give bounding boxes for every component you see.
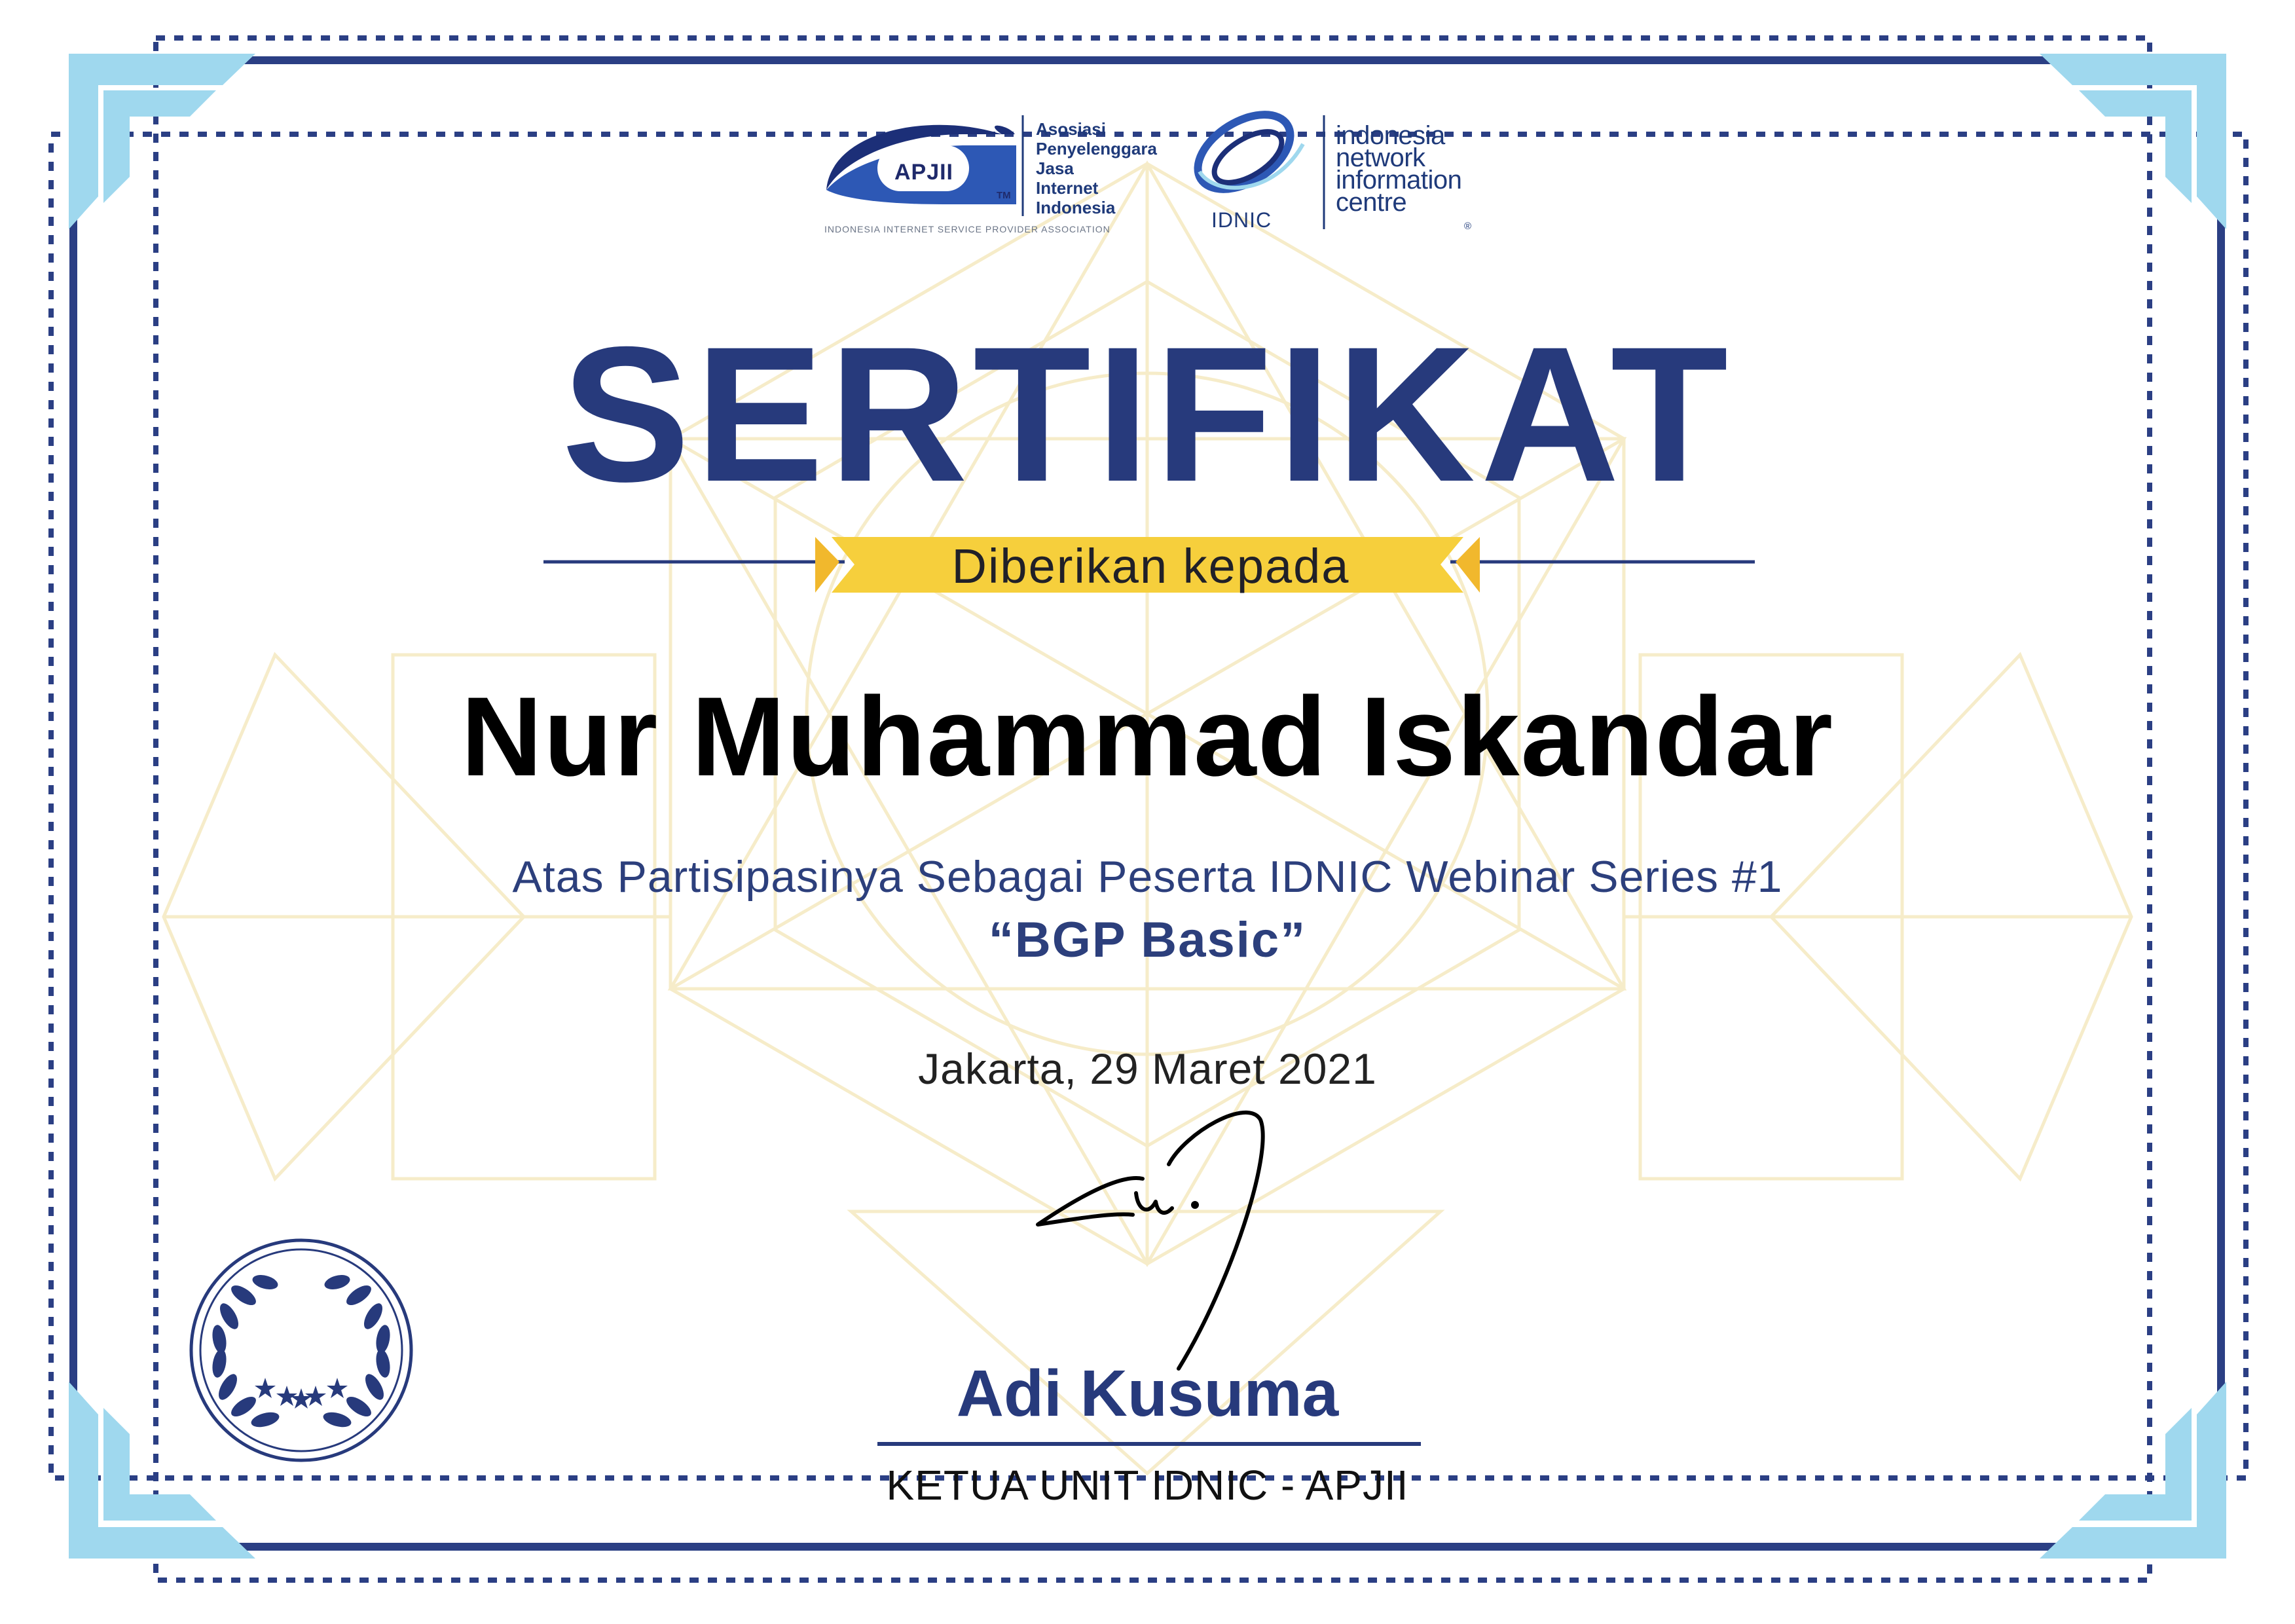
place-date: Jakarta, 29 Maret 2021	[918, 1044, 1377, 1093]
idnic-name-line: information	[1336, 166, 1462, 194]
apjii-name-line: Internet	[1036, 178, 1099, 198]
apjii-association-text: INDONESIA INTERNET SERVICE PROVIDER ASSOCIATION	[824, 224, 1111, 234]
apjii-name-line: Penyelenggara	[1036, 139, 1157, 158]
idnic-full-name	[1336, 121, 1506, 217]
apjii-name-line: Indonesia	[1036, 198, 1116, 217]
signer-role: KETUA UNIT IDNIC - APJII	[886, 1462, 1409, 1509]
apjii-name-line: Asosiasi	[1036, 119, 1106, 139]
idnic-name-line: network	[1336, 143, 1425, 172]
idnic-name-line: indonesia	[1336, 121, 1445, 150]
apjii-trademark: TM	[997, 190, 1011, 201]
participation-reason: Atas Partisipasinya Sebagai Peserta IDNIC Webinar Series #1	[512, 852, 1783, 902]
webinar-topic: “BGP Basic”	[988, 912, 1307, 968]
apjii-name-line: Jasa	[1036, 158, 1074, 178]
signature	[1038, 1113, 1263, 1369]
registered-mark: ®	[1464, 221, 1472, 232]
signer-name: Adi Kusuma	[956, 1357, 1339, 1430]
apjii-logo-label: APJII	[894, 160, 954, 185]
idnic-logo-label: IDNIC	[1211, 208, 1272, 232]
certificate-title: SERTIFIKAT	[561, 307, 1734, 522]
apjii-full-name	[1036, 119, 1206, 217]
ribbon-text: Diberikan kepada	[951, 539, 1350, 593]
idnic-name-line: centre	[1336, 188, 1407, 217]
recipient-name: Nur Muhammad Iskandar	[461, 674, 1834, 800]
